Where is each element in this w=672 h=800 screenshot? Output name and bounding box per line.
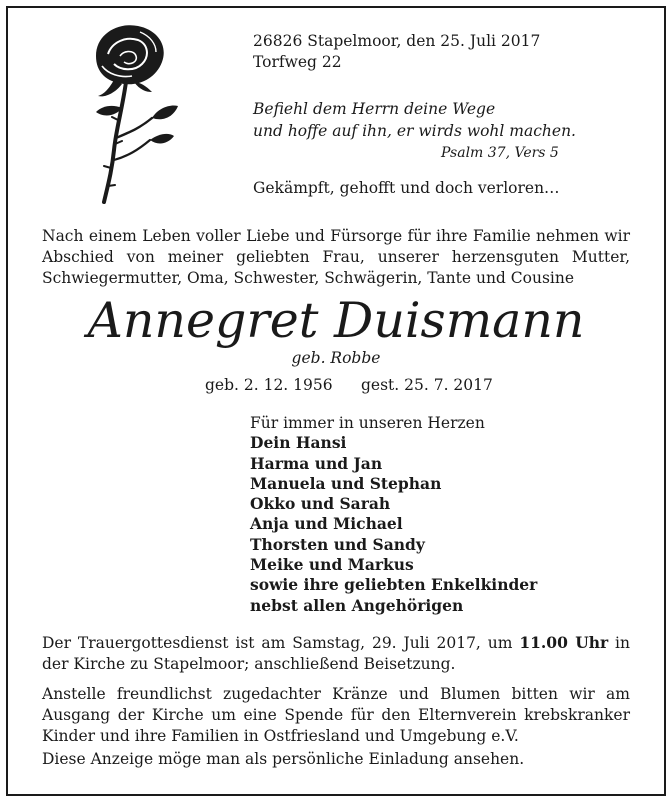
verse-reference: Psalm 37, Vers 5 xyxy=(441,145,559,161)
intro-paragraph: Nach einem Leben voller Liebe und Fürsorge für ihre Familie nehmen wir Abschied von meiner geliebten Frau, unserer herzensguten Mutter, Schwiegermutter, Oma, Schwester, Schwägerin, Tante und Cousine xyxy=(42,227,630,287)
mourner-name: sowie ihre geliebten Enkelkinder xyxy=(250,575,538,595)
service-paragraph xyxy=(42,632,630,675)
verse-line-2: und hoffe auf ihn, er wirds wohl machen. xyxy=(253,122,576,140)
rose-icon xyxy=(78,20,188,210)
service-text-start: Der Trauergottesdienst ist am Samstag, 29. Juli 2017, um xyxy=(42,634,520,652)
maiden-name: geb. Robbe xyxy=(291,349,381,367)
motto: Gekämpft, gehofft und doch verloren… xyxy=(253,179,560,197)
service-text-end: in der Kirche zu Stapelmoor; anschließend Beisetzung. xyxy=(42,634,630,673)
mourners-list xyxy=(250,413,537,616)
donation-paragraph: Anstelle freundlichst zugedachter Kränze und Blumen bitten wir am Ausgang der Kirche um eine Spende für den Elternverein krebskranker Kinder und ihre Familien in Ostfriesland und Umgebung e.V. xyxy=(42,685,630,745)
closing-note: Diese Anzeige möge man als persönliche Einladung ansehen. xyxy=(42,750,525,768)
mourners-heading: Für immer in unseren Herzen xyxy=(250,414,485,432)
street-address: Torfweg 22 xyxy=(253,53,342,71)
mourner-name: Anja und Michael xyxy=(250,514,403,534)
mourner-name: Thorsten und Sandy xyxy=(250,534,425,554)
mourner-name: Meike und Markus xyxy=(250,555,414,575)
birth-date: geb. 2. 12. 1956 xyxy=(205,376,333,394)
mourner-name: nebst allen Angehörigen xyxy=(250,595,464,615)
mourner-name: Dein Hansi xyxy=(250,433,347,453)
place-date: 26826 Stapelmoor, den 25. Juli 2017 xyxy=(253,32,541,50)
mourner-name: Okko und Sarah xyxy=(250,494,391,514)
mourner-name: Harma und Jan xyxy=(250,453,383,473)
service-time: 11.00 Uhr xyxy=(519,633,609,652)
death-date: gest. 25. 7. 2017 xyxy=(361,376,493,394)
deceased-name: Annegret Duismann xyxy=(87,292,585,349)
mourner-name: Manuela und Stephan xyxy=(250,473,442,493)
verse-line-1: Befiehl dem Herrn deine Wege xyxy=(253,100,496,118)
